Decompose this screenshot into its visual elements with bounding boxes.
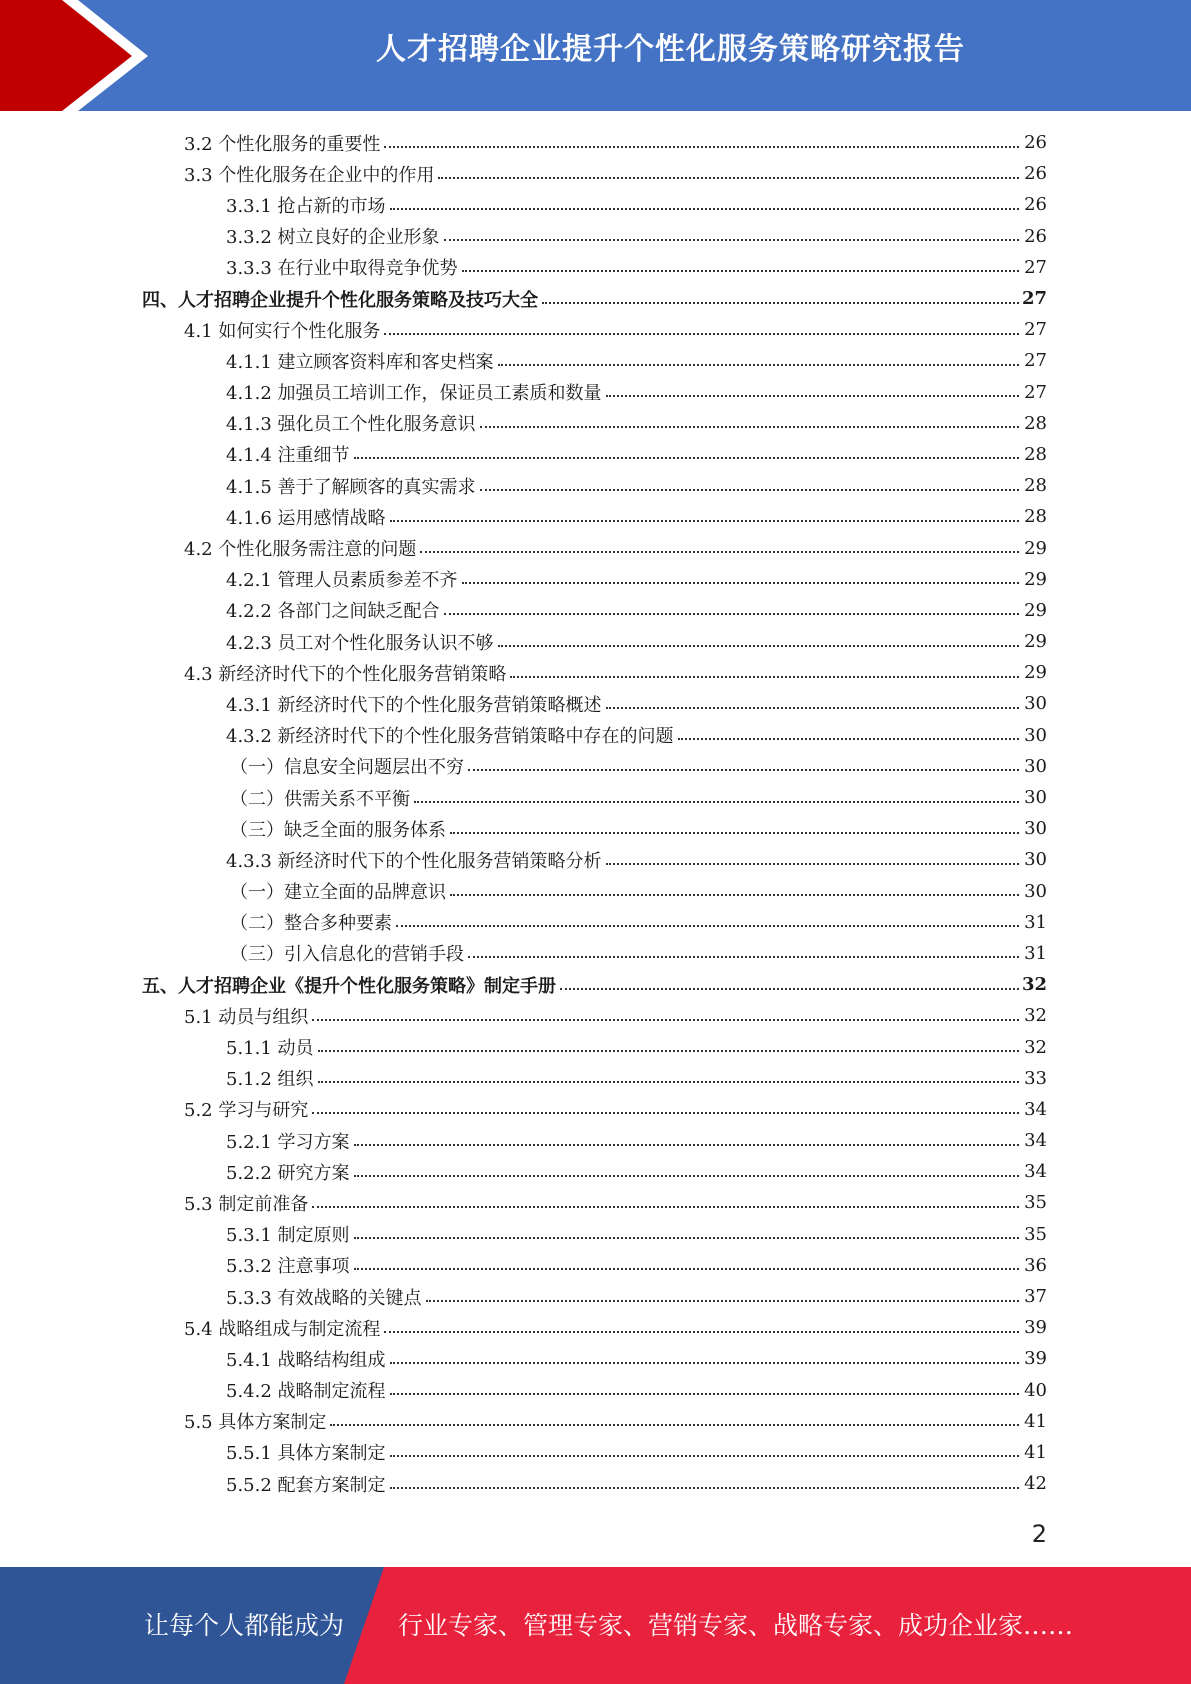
toc-entry-label: 4.1.6 运用感情战略 (226, 507, 386, 529)
toc-entry[interactable] (0, 283, 1191, 314)
toc-leader-dots (560, 988, 1019, 990)
toc-entry-page: 41 (1024, 1410, 1047, 1432)
toc-entry[interactable] (0, 1343, 1191, 1374)
toc-entry-label: 4.1.3 强化员工个性化服务意识 (226, 414, 476, 436)
toc-leader-dots (390, 520, 1019, 522)
toc-entry-label: 4.2.1 管理人员素质参差不齐 (226, 570, 458, 592)
toc-leader-dots (354, 457, 1019, 459)
toc-leader-dots (606, 395, 1019, 397)
toc-entry-label: 4.1.1 建立顾客资料库和客史档案 (226, 351, 494, 373)
toc-entry[interactable] (0, 501, 1191, 532)
toc-entry-label: 5.4.2 战略制定流程 (226, 1381, 386, 1403)
toc-leader-dots (468, 956, 1019, 958)
toc-entry-page: 29 (1024, 537, 1047, 559)
toc-entry[interactable] (0, 1187, 1191, 1218)
toc-entry-label: 5.1.2 组织 (226, 1069, 314, 1091)
table-of-contents (0, 127, 1191, 1499)
toc-leader-dots (390, 1362, 1019, 1364)
toc-entry-label: 3.3.1 抢占新的市场 (226, 195, 386, 217)
toc-entry-page: 32 (1024, 1005, 1047, 1027)
toc-leader-dots (354, 1237, 1019, 1239)
toc-entry-label: （一）信息安全问题层出不穷 (230, 757, 464, 779)
toc-leader-dots (468, 769, 1019, 771)
toc-entry-label: 4.1.2 加强员工培训工作，保证员工素质和数量 (226, 383, 602, 405)
toc-leader-dots (606, 707, 1019, 709)
toc-entry-page: 27 (1024, 319, 1047, 341)
toc-leader-dots (312, 1206, 1019, 1208)
toc-entry-label: 4.1 如何实行个性化服务 (184, 320, 381, 342)
toc-entry-page: 30 (1024, 880, 1047, 902)
toc-entry-page: 29 (1024, 631, 1047, 653)
toc-entry[interactable] (0, 1468, 1191, 1499)
toc-entry-label: 4.1.4 注重细节 (226, 445, 350, 467)
toc-entry-page: 34 (1024, 1161, 1047, 1183)
toc-entry-label: 4.3.2 新经济时代下的个性化服务营销策略中存在的问题 (226, 726, 674, 748)
toc-entry-label: 5.5.2 配套方案制定 (226, 1474, 386, 1496)
toc-entry-label: 3.3.3 在行业中取得竞争优势 (226, 258, 458, 280)
toc-entry[interactable] (0, 564, 1191, 595)
toc-entry-page: 39 (1024, 1348, 1047, 1370)
toc-leader-dots (438, 177, 1019, 179)
toc-entry-page: 31 (1024, 942, 1047, 964)
toc-entry[interactable] (0, 938, 1191, 969)
toc-entry-page: 26 (1024, 225, 1047, 247)
toc-entry-label: 4.3.1 新经济时代下的个性化服务营销策略概述 (226, 694, 602, 716)
toc-entry-label: 5.3.3 有效战略的关键点 (226, 1287, 422, 1309)
toc-entry-label: （三）缺乏全面的服务体系 (230, 819, 446, 841)
toc-entry-page: 26 (1024, 132, 1047, 154)
toc-entry-label: 5.2.1 学习方案 (226, 1131, 350, 1153)
toc-entry-page: 26 (1024, 194, 1047, 216)
toc-entry[interactable] (0, 1125, 1191, 1156)
toc-leader-dots (450, 894, 1019, 896)
toc-entry[interactable] (0, 1000, 1191, 1031)
toc-leader-dots (450, 832, 1019, 834)
toc-entry-label: 5.3.1 制定原则 (226, 1225, 350, 1247)
toc-entry-page: 39 (1024, 1317, 1047, 1339)
toc-entry-label: 4.3 新经济时代下的个性化服务营销策略 (184, 663, 507, 685)
toc-leader-dots (330, 1424, 1019, 1426)
toc-leader-dots (354, 1268, 1019, 1270)
toc-entry-page: 32 (1024, 1036, 1047, 1058)
toc-entry-page: 34 (1024, 1130, 1047, 1152)
toc-entry[interactable] (0, 969, 1191, 1000)
toc-entry-page: 30 (1024, 787, 1047, 809)
toc-entry[interactable] (0, 439, 1191, 470)
toc-entry[interactable] (0, 1281, 1191, 1312)
toc-entry[interactable] (0, 595, 1191, 626)
toc-entry-page: 40 (1024, 1379, 1047, 1401)
toc-entry[interactable] (0, 158, 1191, 189)
toc-entry[interactable] (0, 1250, 1191, 1281)
toc-leader-dots (444, 239, 1019, 241)
toc-leader-dots (480, 426, 1019, 428)
toc-leader-dots (444, 613, 1019, 615)
toc-entry-page: 35 (1024, 1192, 1047, 1214)
toc-entry-page: 30 (1024, 693, 1047, 715)
toc-entry[interactable] (0, 470, 1191, 501)
toc-entry[interactable] (0, 1219, 1191, 1250)
toc-entry-label: 5.4 战略组成与制定流程 (184, 1318, 381, 1340)
toc-entry-page: 30 (1024, 849, 1047, 871)
toc-entry-page: 29 (1024, 568, 1047, 590)
toc-leader-dots (678, 738, 1019, 740)
toc-leader-dots (542, 302, 1019, 304)
page-number: 2 (1031, 1520, 1047, 1548)
toc-leader-dots (312, 1019, 1019, 1021)
toc-entry[interactable] (0, 1156, 1191, 1187)
toc-entry-label: 4.3.3 新经济时代下的个性化服务营销策略分析 (226, 850, 602, 872)
toc-entry[interactable] (0, 626, 1191, 657)
toc-leader-dots (420, 551, 1019, 553)
toc-entry-page: 28 (1024, 475, 1047, 497)
toc-entry[interactable] (0, 252, 1191, 283)
toc-entry-label: （二）供需关系不平衡 (230, 788, 410, 810)
toc-entry-label: （二）整合多种要素 (230, 913, 392, 935)
toc-entry-label: 四、人才招聘企业提升个性化服务策略及技巧大全 (142, 289, 538, 311)
toc-entry-page: 27 (1024, 350, 1047, 372)
toc-entry-page: 41 (1024, 1441, 1047, 1463)
toc-entry[interactable] (0, 314, 1191, 345)
footer-slogan-left: 让每个人都能成为 (144, 1611, 345, 1640)
toc-entry-label: 5.2 学习与研究 (184, 1100, 309, 1122)
toc-entry-label: 4.2 个性化服务需注意的问题 (184, 539, 417, 561)
toc-entry-page: 30 (1024, 818, 1047, 840)
toc-leader-dots (318, 1050, 1019, 1052)
toc-entry[interactable] (0, 345, 1191, 376)
toc-leader-dots (498, 364, 1019, 366)
toc-entry-page: 28 (1024, 443, 1047, 465)
toc-entry[interactable] (0, 813, 1191, 844)
toc-entry-page: 30 (1024, 724, 1047, 746)
toc-entry-page: 31 (1024, 911, 1047, 933)
toc-leader-dots (390, 1455, 1019, 1457)
toc-entry-page: 29 (1024, 662, 1047, 684)
toc-leader-dots (318, 1081, 1019, 1083)
toc-entry-label: 4.2.3 员工对个性化服务认识不够 (226, 632, 494, 654)
toc-entry-label: 3.2 个性化服务的重要性 (184, 133, 381, 155)
toc-entry[interactable] (0, 127, 1191, 158)
page-header (0, 0, 1191, 111)
toc-entry-page: 30 (1024, 755, 1047, 777)
toc-entry[interactable] (0, 657, 1191, 688)
toc-entry-page: 27 (1021, 288, 1047, 310)
toc-entry-label: 5.5 具体方案制定 (184, 1412, 327, 1434)
toc-leader-dots (606, 863, 1019, 865)
toc-entry-label: （一）建立全面的品牌意识 (230, 882, 446, 904)
toc-entry[interactable] (0, 532, 1191, 563)
toc-entry-label: 4.1.5 善于了解顾客的真实需求 (226, 476, 476, 498)
toc-leader-dots (384, 1331, 1019, 1333)
toc-leader-dots (462, 582, 1019, 584)
toc-entry-page: 42 (1024, 1473, 1047, 1495)
toc-entry-page: 29 (1024, 599, 1047, 621)
toc-entry-page: 27 (1024, 256, 1047, 278)
toc-entry[interactable] (0, 876, 1191, 907)
toc-entry[interactable] (0, 1437, 1191, 1468)
toc-entry[interactable] (0, 1063, 1191, 1094)
toc-entry-page: 35 (1024, 1223, 1047, 1245)
toc-entry[interactable] (0, 751, 1191, 782)
toc-entry-page: 36 (1024, 1254, 1047, 1276)
toc-leader-dots (498, 645, 1019, 647)
toc-entry-label: 5.5.1 具体方案制定 (226, 1443, 386, 1465)
toc-leader-dots (384, 333, 1019, 335)
toc-entry-page: 28 (1024, 506, 1047, 528)
toc-entry-label: 5.1 动员与组织 (184, 1006, 309, 1028)
page-footer (0, 1567, 1191, 1684)
toc-entry-label: 5.4.1 战略结构组成 (226, 1349, 386, 1371)
toc-leader-dots (390, 1393, 1019, 1395)
toc-leader-dots (414, 801, 1019, 803)
toc-entry-page: 26 (1024, 163, 1047, 185)
toc-entry[interactable] (0, 408, 1191, 439)
toc-entry[interactable] (0, 907, 1191, 938)
toc-entry-label: 3.3 个性化服务在企业中的作用 (184, 164, 435, 186)
toc-leader-dots (426, 1300, 1019, 1302)
toc-leader-dots (390, 1487, 1019, 1489)
toc-entry-label: 3.3.2 树立良好的企业形象 (226, 227, 440, 249)
toc-leader-dots (354, 1144, 1019, 1146)
toc-entry-page: 37 (1024, 1286, 1047, 1308)
toc-entry[interactable] (0, 782, 1191, 813)
toc-entry-label: 5.3 制定前准备 (184, 1193, 309, 1215)
toc-entry[interactable] (0, 221, 1191, 252)
toc-leader-dots (390, 208, 1019, 210)
toc-entry[interactable] (0, 688, 1191, 719)
toc-leader-dots (384, 146, 1019, 148)
toc-entry-label: （三）引入信息化的营销手段 (230, 944, 464, 966)
toc-entry-page: 32 (1021, 974, 1047, 996)
toc-leader-dots (510, 676, 1019, 678)
toc-entry-label: 五、人才招聘企业《提升个性化服务策略》制定手册 (142, 975, 556, 997)
toc-entry-page: 34 (1024, 1098, 1047, 1120)
toc-entry[interactable] (0, 720, 1191, 751)
toc-entry[interactable] (0, 1312, 1191, 1343)
toc-leader-dots (462, 270, 1019, 272)
toc-entry[interactable] (0, 1406, 1191, 1437)
toc-entry[interactable] (0, 1031, 1191, 1062)
toc-leader-dots (396, 925, 1019, 927)
footer-slogan-right: 行业专家、管理专家、营销专家、战略专家、成功企业家…… (398, 1611, 1074, 1640)
toc-entry-page: 27 (1024, 381, 1047, 403)
toc-entry-page: 28 (1024, 412, 1047, 434)
toc-entry[interactable] (0, 844, 1191, 875)
toc-entry-label: 5.3.2 注意事项 (226, 1256, 350, 1278)
toc-entry-page: 33 (1024, 1067, 1047, 1089)
toc-entry[interactable] (0, 1375, 1191, 1406)
document-title: 人才招聘企业提升个性化服务策略研究报告 (376, 32, 965, 67)
toc-leader-dots (312, 1112, 1019, 1114)
toc-entry-label: 5.2.2 研究方案 (226, 1162, 350, 1184)
toc-entry-label: 4.2.2 各部门之间缺乏配合 (226, 601, 440, 623)
toc-leader-dots (480, 489, 1019, 491)
toc-entry[interactable] (0, 1094, 1191, 1125)
toc-entry[interactable] (0, 189, 1191, 220)
toc-leader-dots (354, 1175, 1019, 1177)
toc-entry[interactable] (0, 377, 1191, 408)
toc-entry-label: 5.1.1 动员 (226, 1038, 314, 1060)
